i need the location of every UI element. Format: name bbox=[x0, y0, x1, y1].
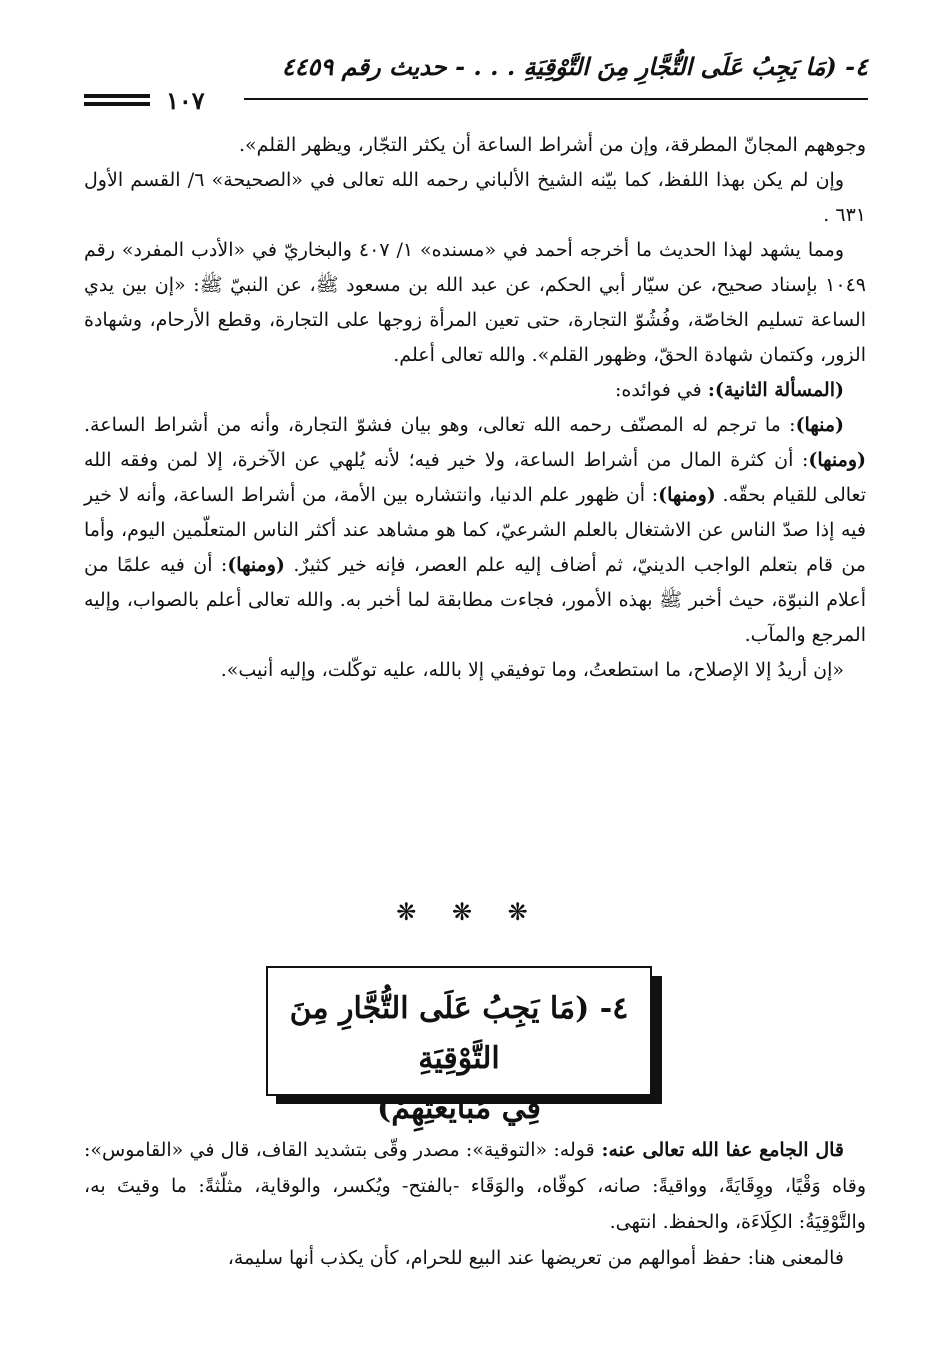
benefit-label-1: (منها) bbox=[795, 414, 844, 436]
chapter-heading-box bbox=[266, 966, 662, 1126]
section-ornament: ❋ ❋ ❋ bbox=[396, 898, 542, 926]
benefit-text-1: : ما ترجم له المصنّف رحمه الله تعالى، وهو بيان فشوّ التجارة، وأنه من أشراط الساعة. bbox=[84, 414, 796, 436]
paragraph-issue-two bbox=[84, 373, 866, 408]
commentary-text bbox=[84, 1132, 866, 1276]
paragraph-commentary bbox=[84, 1132, 866, 1240]
paragraph-benefits bbox=[84, 408, 866, 653]
chapter-title-line-2: فِي مُبَايَعَتِهِمْ) bbox=[377, 1091, 541, 1126]
header-double-rule-top bbox=[84, 94, 150, 98]
paragraph-albani-note: وإن لم يكن بهذا اللفظ، كما بيّنه الشيخ الألباني رحمه الله تعالى في «الصحيحة» ٦/ القسم الأول ٦٣١ . bbox=[84, 169, 866, 226]
issue-two-subtitle: في فوائده: bbox=[615, 379, 708, 401]
running-title: ٤- (مَا يَجِبُ عَلَى التُّجَّارِ مِنَ التَّوْقِيَةِ . . . - حديث رقم ٤٤٥٩ bbox=[281, 52, 868, 81]
paragraph-witness-hadith: ومما يشهد لهذا الحديث ما أخرجه أحمد في «مسنده» ١/ ٤٠٧ والبخاريّ في «الأدب المفرد» رقم ١٠٤٩ بإسناد صحيح، عن سيّار أبي الحكم، عن عبد الله بن مسعود ﷺ، عن النبيّ ﷺ: «إن بين يدي الساعة تسليم الخاصّة، وفُشُوّ التجارة، حتى تعين المرأة زوجها على التجارة، وقطع الأرحام، وشهادة الزور، وكتمان شهادة الحقّ، وظهور القلم». والله تعالى أعلم. bbox=[84, 239, 866, 366]
paragraph-meaning: فالمعنى هنا: حفظ أموالهم من تعريضها عند البيع للحرام، كأن يكذب أنها سليمة، bbox=[227, 1247, 844, 1269]
benefit-text-4: : أن فيه علمًا من أعلام النبوّة، حيث أخبر ﷺ بهذه الأمور، فجاءت مطابقة لما أخبر به. والله تعالى أعلم بالصواب، وإليه المرجع والمآب. bbox=[84, 554, 866, 646]
chapter-title bbox=[272, 984, 646, 1134]
paragraph-hadith-end: وجوههم المجانّ المطرقة، وإن من أشراط الساعة أن يكثر التجّار، ويظهر القلم». bbox=[238, 134, 866, 156]
commentary-body: قوله: «التوقية»: مصدر وقّى بتشديد القاف، قال في «القاموس»: وقاه وَقْيًا، ووِقَايَةً، وواقيةً: صانه، كوقّاه، والوَقَاء -بالفتح- ويُكسر، والوقاية، مثلّثةً: ما وقيتَ به، والتَّوْقِيَةُ: الكِلَاءَة، والحفظ. انتهى. bbox=[84, 1139, 866, 1233]
box-shadow-right bbox=[652, 976, 662, 1104]
benefit-label-4: (ومنها) bbox=[227, 554, 285, 576]
benefit-text-3: : أن ظهور علم الدنيا، وانتشاره بين الأمة، من أشراط الساعة، وأنه لا خير فيه إذا صدّ الناس عن الاشتغال بالعلم الشرعيّ، كما هو مشاهد عند أكثر الناس المتعلّمين اليوم، وأما من قام بتعلم الواجب الدينيّ، ثم أضاف إليه علم العصر، فإنه خير كثيرٌ. bbox=[84, 484, 866, 576]
page-number: ١٠٧ bbox=[166, 86, 205, 115]
main-text bbox=[84, 128, 866, 688]
header-double-rule-bottom bbox=[84, 102, 150, 106]
running-header bbox=[84, 52, 868, 115]
benefit-label-2: (ومنها) bbox=[808, 449, 866, 471]
benefit-text-2: : أن كثرة المال من أشراط الساعة، ولا خير فيه؛ لأنه يُلهي عن الآخرة، إلا لمن وفقه الله تعالى للقيام بحقّه. bbox=[84, 449, 866, 506]
paragraph-closing-quote: «إن أريدُ إلا الإصلاح، ما استطعتُ، وما توفيقي إلا بالله، عليه توكّلت، وإليه أنيب». bbox=[220, 659, 844, 681]
benefit-label-3: (ومنها) bbox=[658, 484, 716, 506]
chapter-title-line-1: ٤- (مَا يَجِبُ عَلَى التُّجَّارِ مِنَ التَّوْقِيَةِ bbox=[289, 991, 629, 1076]
commentary-lead: قال الجامع عفا الله تعالى عنه: bbox=[594, 1139, 844, 1161]
header-rule bbox=[244, 98, 868, 100]
issue-two-heading: (المسألة الثانية): bbox=[707, 379, 844, 401]
